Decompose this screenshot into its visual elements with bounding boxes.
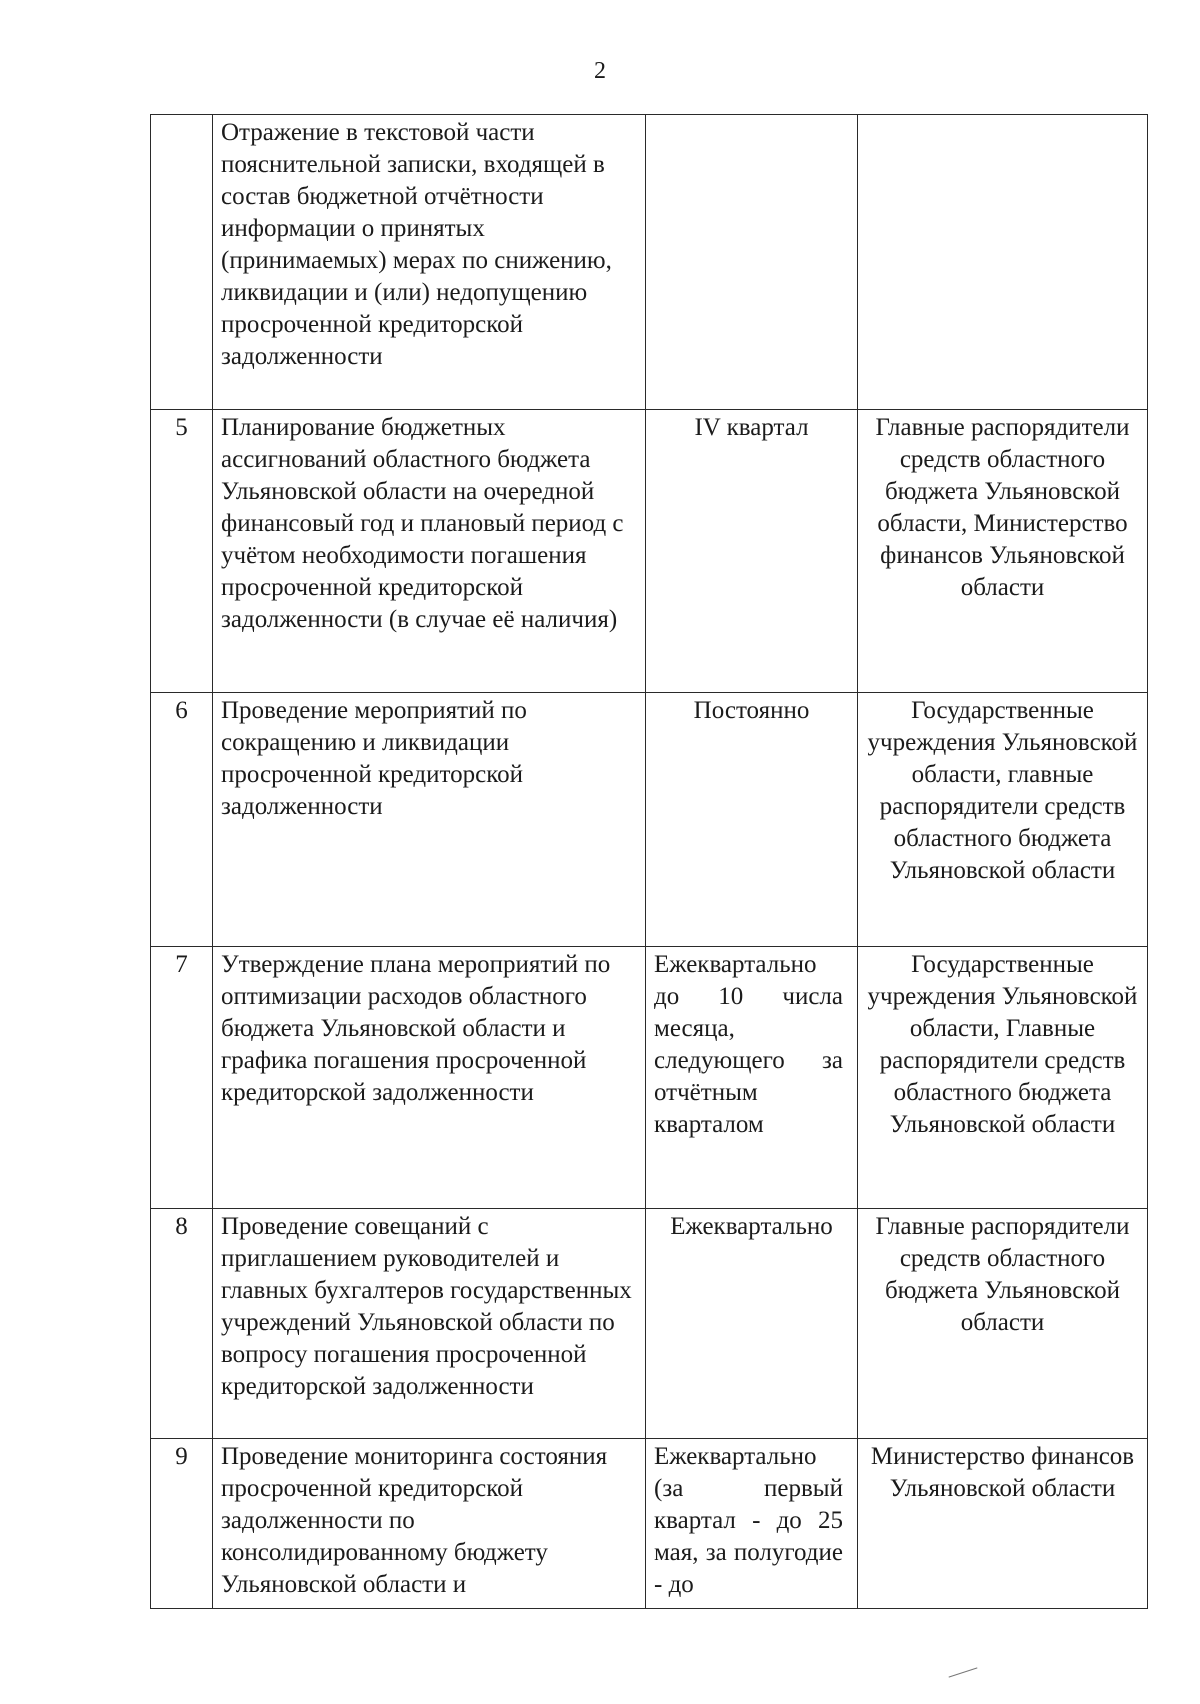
responsible-cell: Главные распорядители средств областного бюджета Ульяновской области, Министерство финансов Ульяновской области [858,410,1148,693]
term-cell: Ежеквартально до 10 числа месяца, следующего за отчётным кварталом [646,947,858,1209]
term-cell: IV квартал [646,410,858,693]
table-row [151,115,1148,410]
row-number: 7 [151,947,213,1209]
term-cell: Ежеквартально (за первый квартал - до 25 мая, за полугодие - до [646,1439,858,1609]
row-number [151,115,213,410]
table-row [151,947,1148,1209]
measures-table [150,114,1148,1609]
row-number: 6 [151,693,213,947]
action-cell: Отражение в текстовой части пояснительной записки, входящей в состав бюджетной отчётности информации о принятых (принимаемых) мерах по снижению, ликвидации и (или) недопущению просроченной кредиторской задолженности [213,115,646,410]
table-row [151,693,1148,947]
action-cell: Проведение мониторинга состояния просроченной кредиторской задолженности по консолидированному бюджету Ульяновской области и [213,1439,646,1609]
table-row [151,410,1148,693]
pen-mark [949,1667,978,1677]
term-cell: Постоянно [646,693,858,947]
action-cell: Планирование бюджетных ассигнований областного бюджета Ульяновской области на очередной финансовый год и плановый период с учётом необходимости погашения просроченной кредиторской задолженности (в случае её наличия) [213,410,646,693]
term-cell: Ежеквартально [646,1209,858,1439]
responsible-cell: Главные распорядители средств областного бюджета Ульяновской области [858,1209,1148,1439]
table-row [151,1209,1148,1439]
term-cell [646,115,858,410]
table-row [151,1439,1148,1609]
action-cell: Проведение мероприятий по сокращению и ликвидации просроченной кредиторской задолженности [213,693,646,947]
responsible-cell: Государственные учреждения Ульяновской области, главные распорядители средств областного бюджета Ульяновской области [858,693,1148,947]
row-number: 9 [151,1439,213,1609]
action-cell: Проведение совещаний с приглашением руководителей и главных бухгалтеров государственных учреждений Ульяновской области по вопросу погашения просроченной кредиторской задолженности [213,1209,646,1439]
page-number: 2 [594,58,606,84]
responsible-cell: Государственные учреждения Ульяновской области, Главные распорядители средств областного бюджета Ульяновской области [858,947,1148,1209]
responsible-cell [858,115,1148,410]
row-number: 5 [151,410,213,693]
row-number: 8 [151,1209,213,1439]
action-cell: Утверждение плана мероприятий по оптимизации расходов областного бюджета Ульяновской области и графика погашения просроченной кредиторской задолженности [213,947,646,1209]
responsible-cell: Министерство финансов Ульяновской области [858,1439,1148,1609]
